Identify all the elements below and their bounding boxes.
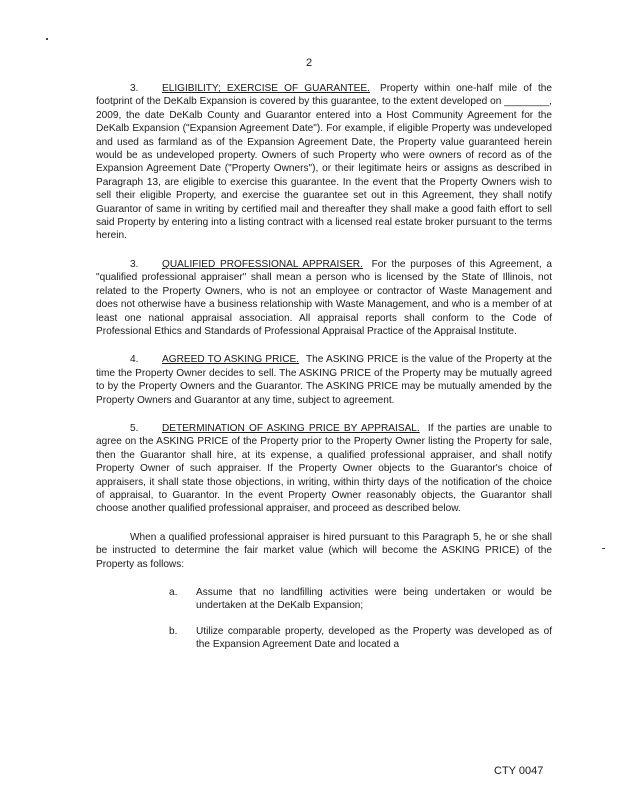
paragraph-heading: AGREED TO ASKING PRICE. — [162, 354, 300, 366]
paragraph-eligibility — [96, 82, 552, 243]
list-item-text: Utilize comparable property, developed as the Property was developed as of the Expansion Agreement Date and located a — [196, 625, 552, 651]
paragraph-text: The ASKING PRICE is the value of the Property at the time the Property Owner decides to sell. The ASKING PRICE of the Property may be mutually agreed to by the Property Owners and the Guarantor. The ASKING PRICE may be mutually amended by the Property Owners and Guarantor at any time, subject to agreement. — [96, 354, 552, 406]
page-number: 2 — [305, 57, 313, 69]
list-item-label: a. — [169, 587, 178, 598]
document-body — [96, 82, 552, 664]
followup-paragraph: When a qualified professional appraiser is hired pursuant to this Paragraph 5, he or she shall be instructed to determine the fair market value (which will become the ASKING PRICE) of the Property as follows: — [96, 531, 552, 570]
scan-speck — [602, 548, 605, 549]
paragraph-heading: ELIGIBILITY; EXERCISE OF GUARANTEE. — [162, 83, 370, 94]
paragraph-text: For the purposes of this Agreement, a "qualified professional appraiser" shall mean a person who is licensed by the State of Illinois, not related to the Property Owners, who is not an employee or contractor of Waste Management and does not otherwise have a business relationship with Waste Management, and who is a member of at least one national appraisal association. All appraisal reports shall conform to the Code of Professional Ethics and Standards of Professional Appraisal Practice of the Appraisal Institute. — [96, 258, 552, 337]
paragraph-qualified-appraiser — [96, 258, 552, 338]
list-item — [96, 586, 552, 613]
paragraph-number: 3. — [130, 258, 139, 270]
list-item-label: b. — [169, 625, 178, 637]
bates-number: CTY 0047 — [494, 765, 544, 777]
paragraph-number: 3. — [130, 83, 139, 94]
paragraph-appraisal — [96, 422, 552, 516]
paragraph-text: Property within one-half mile of the footprint of the DeKalb Expansion is covered by this guarantee, to the extent developed on ________, 2009, the date DeKalb County and Guarantor entered into a Host Community Agreement for the DeKalb Expansion ("Expansion Agreement Date"). For example, if eligible Property was undeveloped and used as farmland as of the Expansion Agreement Date, the Property value guaranteed herein would be as undeveloped property. Owners of such Property who were owners of record as of the Expansion Agreement Date ("Property Owners"), or their legitimate heirs or assigns as described in Paragraph 13, are eligible to exercise this guarantee. In the event that the Property Owners wish to sell their eligible Property, and exercise the guarantee set out in this Agreement, they shall notify Guarantor of same in writing by certified mail and thereafter they shall make a good faith effort to sell said Property by entering into a listing contract with a licensed real estate broker pursuant to the terms herein. — [96, 83, 552, 242]
paragraph-number: 5. — [130, 422, 139, 434]
paragraph-heading: QUALIFIED PROFESSIONAL APPRAISER. — [162, 258, 363, 270]
paragraph-asking-price — [96, 353, 552, 407]
paragraph-text: If the parties are unable to agree on the ASKING PRICE of the Property prior to the Property Owner listing the Property for sale, then the Guarantor shall hire, at its expense, a qualified professional appraiser, and shall notify Property Owner of such appraiser. If the Property Owner objects to the Guarantor's choice of appraisers, it shall state those objections, in writing, within thirty days of the notification of the choice of appraisal, to Guarantor. In the event Property Owner reasonably objects, the Guarantor shall choose another qualified professional appraiser, and proceed as described below. — [96, 422, 552, 515]
scan-speck — [46, 38, 48, 40]
paragraph-number: 4. — [130, 354, 139, 366]
paragraph-heading: DETERMINATION OF ASKING PRICE BY APPRAISAL. — [162, 422, 420, 434]
list-item — [96, 625, 552, 652]
list-item-text: Assume that no landfilling activities were being undertaken or would be undertaken at the DeKalb Expansion; — [196, 587, 552, 612]
